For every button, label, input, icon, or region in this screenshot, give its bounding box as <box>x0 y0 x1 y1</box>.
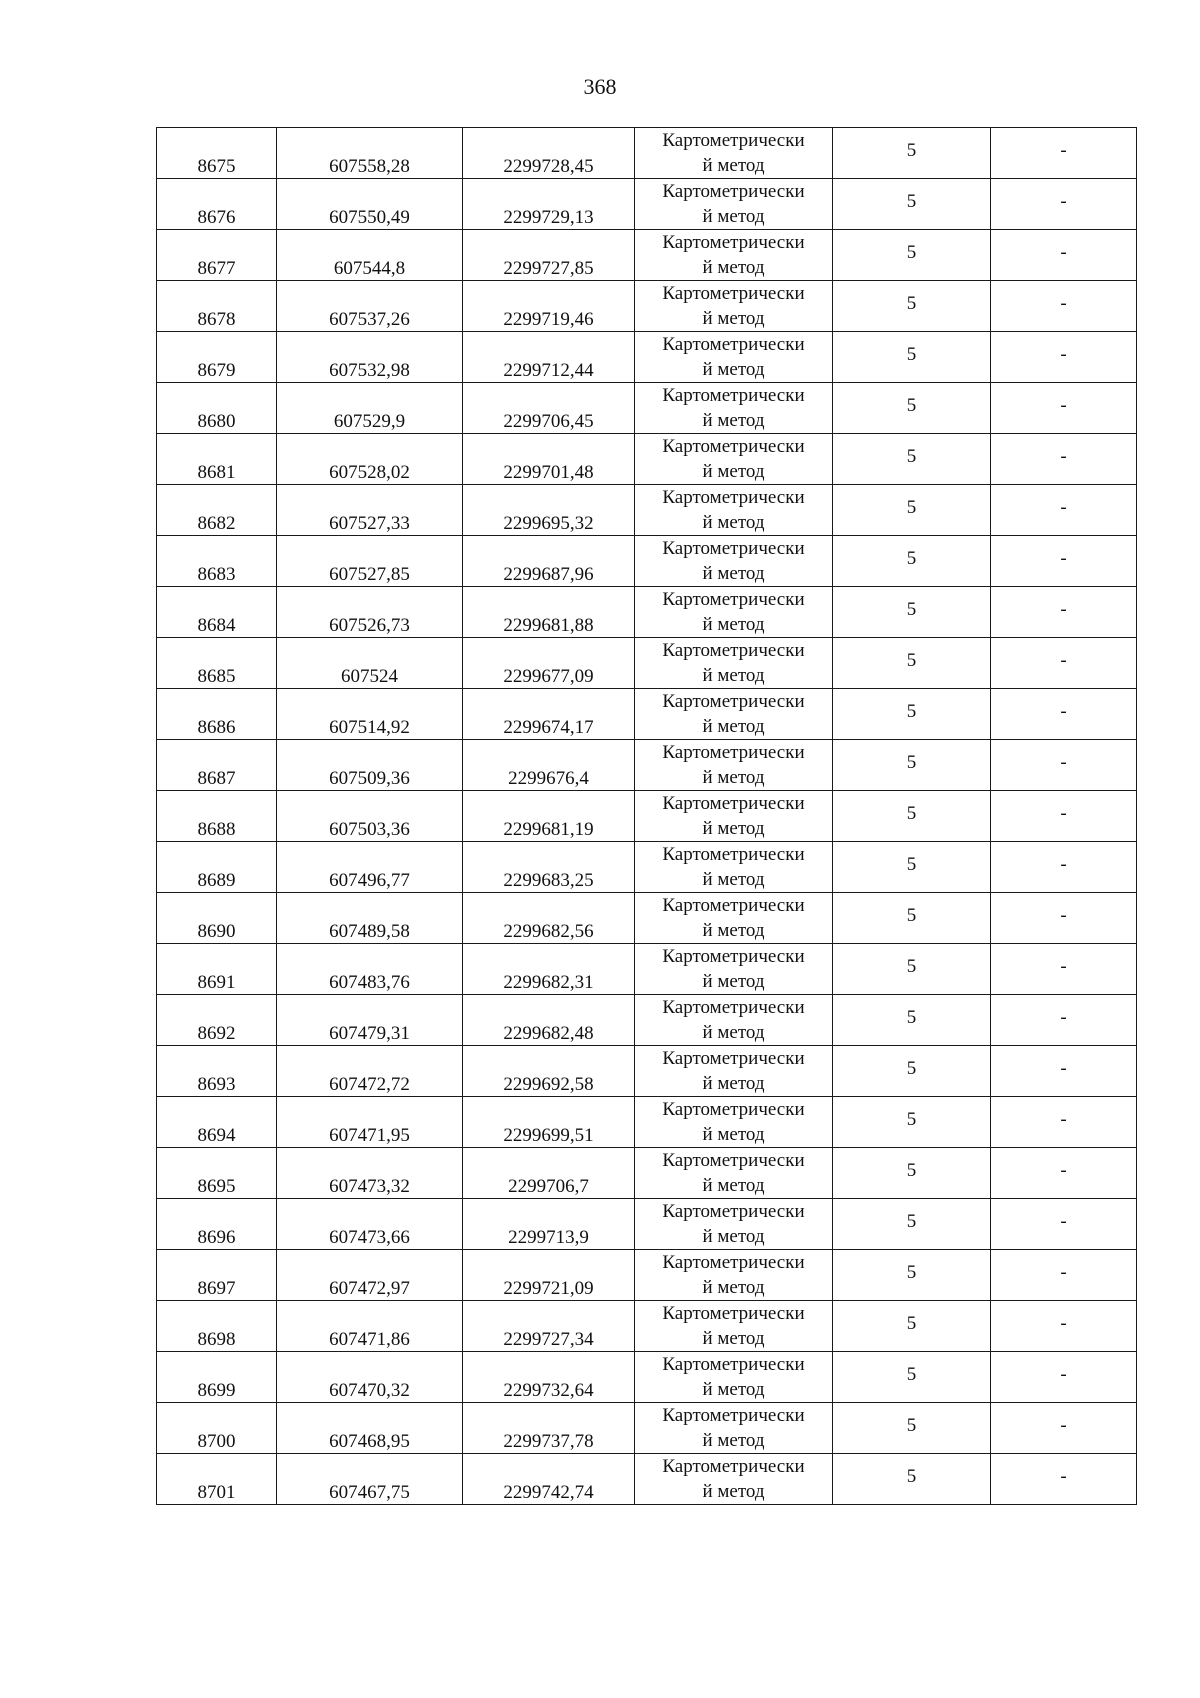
method-text-line1: Картометрически <box>662 742 805 763</box>
x-coordinate-cell: 607532,98 <box>277 332 463 383</box>
y-coordinate-cell: 2299676,4 <box>463 740 635 791</box>
accuracy-cell: 5 <box>833 791 991 842</box>
method-text-line1: Картометрически <box>662 1201 805 1222</box>
table-row <box>157 1454 1137 1505</box>
x-coordinate-cell: 607483,76 <box>277 944 463 995</box>
y-coordinate-cell: 2299728,45 <box>463 128 635 179</box>
x-coordinate-cell: 607527,85 <box>277 536 463 587</box>
note-cell: - <box>991 1199 1137 1250</box>
point-number-cell: 8686 <box>157 689 277 740</box>
method-cell <box>635 791 833 842</box>
x-coordinate-cell: 607479,31 <box>277 995 463 1046</box>
y-coordinate-cell: 2299682,48 <box>463 995 635 1046</box>
x-coordinate-cell: 607489,58 <box>277 893 463 944</box>
accuracy-cell: 5 <box>833 1097 991 1148</box>
method-text-line1: Картометрически <box>662 1099 805 1120</box>
accuracy-cell: 5 <box>833 1454 991 1505</box>
method-text-line1: Картометрически <box>662 1150 805 1171</box>
note-cell: - <box>991 179 1137 230</box>
accuracy-cell: 5 <box>833 995 991 1046</box>
point-number-cell: 8683 <box>157 536 277 587</box>
table-row <box>157 1097 1137 1148</box>
point-number-cell: 8676 <box>157 179 277 230</box>
x-coordinate-cell: 607527,33 <box>277 485 463 536</box>
accuracy-cell: 5 <box>833 893 991 944</box>
method-text-line1: Картометрически <box>662 1252 805 1273</box>
y-coordinate-cell: 2299706,7 <box>463 1148 635 1199</box>
method-cell <box>635 740 833 791</box>
method-cell <box>635 689 833 740</box>
method-text-line1: Картометрически <box>662 895 805 916</box>
y-coordinate-cell: 2299682,31 <box>463 944 635 995</box>
table-row <box>157 638 1137 689</box>
point-number-cell: 8678 <box>157 281 277 332</box>
point-number-cell: 8680 <box>157 383 277 434</box>
note-cell: - <box>991 1250 1137 1301</box>
method-cell <box>635 332 833 383</box>
method-text-line1: Картометрически <box>662 385 805 406</box>
y-coordinate-cell: 2299706,45 <box>463 383 635 434</box>
method-cell <box>635 1148 833 1199</box>
note-cell: - <box>991 740 1137 791</box>
x-coordinate-cell: 607473,66 <box>277 1199 463 1250</box>
method-text-line2: й метод <box>702 920 765 941</box>
table-row <box>157 128 1137 179</box>
x-coordinate-cell: 607528,02 <box>277 434 463 485</box>
x-coordinate-cell: 607558,28 <box>277 128 463 179</box>
point-number-cell: 8679 <box>157 332 277 383</box>
x-coordinate-cell: 607503,36 <box>277 791 463 842</box>
method-text-line1: Картометрически <box>662 1405 805 1426</box>
point-number-cell: 8690 <box>157 893 277 944</box>
method-text-line1: Картометрически <box>662 844 805 865</box>
method-cell <box>635 995 833 1046</box>
table-row <box>157 1046 1137 1097</box>
method-text-line2: й метод <box>702 1226 765 1247</box>
method-cell <box>635 1250 833 1301</box>
accuracy-cell: 5 <box>833 587 991 638</box>
y-coordinate-cell: 2299677,09 <box>463 638 635 689</box>
accuracy-cell: 5 <box>833 689 991 740</box>
note-cell: - <box>991 638 1137 689</box>
method-text-line2: й метод <box>702 512 765 533</box>
note-cell: - <box>991 944 1137 995</box>
accuracy-cell: 5 <box>833 638 991 689</box>
note-cell: - <box>991 230 1137 281</box>
method-cell <box>635 281 833 332</box>
method-text-line2: й метод <box>702 563 765 584</box>
point-number-cell: 8689 <box>157 842 277 893</box>
note-cell: - <box>991 434 1137 485</box>
note-cell: - <box>991 1097 1137 1148</box>
accuracy-cell: 5 <box>833 434 991 485</box>
x-coordinate-cell: 607509,36 <box>277 740 463 791</box>
method-text-line1: Картометрически <box>662 589 805 610</box>
method-text-line1: Картометрически <box>662 1048 805 1069</box>
note-cell: - <box>991 791 1137 842</box>
coordinates-table <box>156 127 1137 1505</box>
page-number: 368 <box>583 74 617 99</box>
y-coordinate-cell: 2299674,17 <box>463 689 635 740</box>
method-text-line1: Картометрически <box>662 487 805 508</box>
table-row <box>157 842 1137 893</box>
x-coordinate-cell: 607529,9 <box>277 383 463 434</box>
table-row <box>157 281 1137 332</box>
accuracy-cell: 5 <box>833 281 991 332</box>
table-row <box>157 536 1137 587</box>
accuracy-cell: 5 <box>833 179 991 230</box>
note-cell: - <box>991 893 1137 944</box>
method-text-line2: й метод <box>702 1277 765 1298</box>
method-text-line1: Картометрически <box>662 640 805 661</box>
method-cell <box>635 179 833 230</box>
y-coordinate-cell: 2299687,96 <box>463 536 635 587</box>
accuracy-cell: 5 <box>833 1250 991 1301</box>
x-coordinate-cell: 607467,75 <box>277 1454 463 1505</box>
y-coordinate-cell: 2299683,25 <box>463 842 635 893</box>
method-text-line2: й метод <box>702 1379 765 1400</box>
method-text-line2: й метод <box>702 1481 765 1502</box>
y-coordinate-cell: 2299742,74 <box>463 1454 635 1505</box>
y-coordinate-cell: 2299695,32 <box>463 485 635 536</box>
table-row <box>157 434 1137 485</box>
x-coordinate-cell: 607550,49 <box>277 179 463 230</box>
x-coordinate-cell: 607544,8 <box>277 230 463 281</box>
method-text-line2: й метод <box>702 1328 765 1349</box>
point-number-cell: 8677 <box>157 230 277 281</box>
point-number-cell: 8688 <box>157 791 277 842</box>
table-row <box>157 1250 1137 1301</box>
note-cell: - <box>991 1454 1137 1505</box>
method-text-line2: й метод <box>702 1430 765 1451</box>
note-cell: - <box>991 1403 1137 1454</box>
method-cell <box>635 383 833 434</box>
accuracy-cell: 5 <box>833 485 991 536</box>
y-coordinate-cell: 2299729,13 <box>463 179 635 230</box>
point-number-cell: 8694 <box>157 1097 277 1148</box>
method-text-line1: Картометрически <box>662 130 805 151</box>
method-text-line1: Картометрически <box>662 1456 805 1477</box>
table-row <box>157 179 1137 230</box>
method-text-line2: й метод <box>702 665 765 686</box>
x-coordinate-cell: 607473,32 <box>277 1148 463 1199</box>
table-row <box>157 893 1137 944</box>
note-cell: - <box>991 485 1137 536</box>
method-cell <box>635 434 833 485</box>
accuracy-cell: 5 <box>833 1148 991 1199</box>
method-cell <box>635 1301 833 1352</box>
table-row <box>157 1148 1137 1199</box>
method-cell <box>635 1199 833 1250</box>
method-text-line1: Картометрически <box>662 232 805 253</box>
y-coordinate-cell: 2299681,19 <box>463 791 635 842</box>
accuracy-cell: 5 <box>833 1199 991 1250</box>
table-row <box>157 1352 1137 1403</box>
method-text-line1: Картометрически <box>662 1354 805 1375</box>
table-row <box>157 587 1137 638</box>
accuracy-cell: 5 <box>833 1301 991 1352</box>
point-number-cell: 8698 <box>157 1301 277 1352</box>
method-cell <box>635 1046 833 1097</box>
table-row <box>157 689 1137 740</box>
point-number-cell: 8696 <box>157 1199 277 1250</box>
method-cell <box>635 128 833 179</box>
point-number-cell: 8697 <box>157 1250 277 1301</box>
x-coordinate-cell: 607514,92 <box>277 689 463 740</box>
table-row <box>157 485 1137 536</box>
accuracy-cell: 5 <box>833 1046 991 1097</box>
point-number-cell: 8700 <box>157 1403 277 1454</box>
method-cell <box>635 1403 833 1454</box>
method-cell <box>635 485 833 536</box>
y-coordinate-cell: 2299692,58 <box>463 1046 635 1097</box>
method-text-line2: й метод <box>702 818 765 839</box>
accuracy-cell: 5 <box>833 740 991 791</box>
note-cell: - <box>991 128 1137 179</box>
point-number-cell: 8675 <box>157 128 277 179</box>
method-cell <box>635 1097 833 1148</box>
y-coordinate-cell: 2299719,46 <box>463 281 635 332</box>
method-text-line1: Картометрически <box>662 946 805 967</box>
table-row <box>157 383 1137 434</box>
method-cell <box>635 944 833 995</box>
method-text-line2: й метод <box>702 155 765 176</box>
method-text-line2: й метод <box>702 869 765 890</box>
method-text-line2: й метод <box>702 1073 765 1094</box>
x-coordinate-cell: 607471,86 <box>277 1301 463 1352</box>
method-text-line1: Картометрически <box>662 1303 805 1324</box>
table-row <box>157 740 1137 791</box>
y-coordinate-cell: 2299712,44 <box>463 332 635 383</box>
method-text-line2: й метод <box>702 308 765 329</box>
y-coordinate-cell: 2299721,09 <box>463 1250 635 1301</box>
method-cell <box>635 893 833 944</box>
y-coordinate-cell: 2299699,51 <box>463 1097 635 1148</box>
method-text-line1: Картометрически <box>662 283 805 304</box>
accuracy-cell: 5 <box>833 536 991 587</box>
note-cell: - <box>991 281 1137 332</box>
point-number-cell: 8682 <box>157 485 277 536</box>
method-text-line2: й метод <box>702 971 765 992</box>
point-number-cell: 8685 <box>157 638 277 689</box>
method-text-line2: й метод <box>702 257 765 278</box>
x-coordinate-cell: 607468,95 <box>277 1403 463 1454</box>
table-row <box>157 995 1137 1046</box>
method-text-line1: Картометрически <box>662 997 805 1018</box>
note-cell: - <box>991 536 1137 587</box>
note-cell: - <box>991 842 1137 893</box>
method-text-line2: й метод <box>702 716 765 737</box>
table-row <box>157 1199 1137 1250</box>
point-number-cell: 8681 <box>157 434 277 485</box>
note-cell: - <box>991 995 1137 1046</box>
point-number-cell: 8684 <box>157 587 277 638</box>
accuracy-cell: 5 <box>833 383 991 434</box>
note-cell: - <box>991 332 1137 383</box>
x-coordinate-cell: 607470,32 <box>277 1352 463 1403</box>
table-row <box>157 944 1137 995</box>
note-cell: - <box>991 689 1137 740</box>
method-text-line2: й метод <box>702 767 765 788</box>
accuracy-cell: 5 <box>833 842 991 893</box>
accuracy-cell: 5 <box>833 944 991 995</box>
point-number-cell: 8695 <box>157 1148 277 1199</box>
y-coordinate-cell: 2299727,34 <box>463 1301 635 1352</box>
accuracy-cell: 5 <box>833 230 991 281</box>
y-coordinate-cell: 2299681,88 <box>463 587 635 638</box>
method-cell <box>635 638 833 689</box>
point-number-cell: 8692 <box>157 995 277 1046</box>
method-text-line1: Картометрически <box>662 436 805 457</box>
x-coordinate-cell: 607471,95 <box>277 1097 463 1148</box>
note-cell: - <box>991 1148 1137 1199</box>
note-cell: - <box>991 1046 1137 1097</box>
method-text-line2: й метод <box>702 206 765 227</box>
method-text-line2: й метод <box>702 359 765 380</box>
point-number-cell: 8693 <box>157 1046 277 1097</box>
method-cell <box>635 1454 833 1505</box>
y-coordinate-cell: 2299732,64 <box>463 1352 635 1403</box>
method-text-line2: й метод <box>702 1175 765 1196</box>
point-number-cell: 8701 <box>157 1454 277 1505</box>
method-text-line2: й метод <box>702 410 765 431</box>
method-text-line2: й метод <box>702 461 765 482</box>
x-coordinate-cell: 607526,73 <box>277 587 463 638</box>
coordinates-table-body <box>157 128 1137 1505</box>
x-coordinate-cell: 607472,97 <box>277 1250 463 1301</box>
note-cell: - <box>991 383 1137 434</box>
y-coordinate-cell: 2299713,9 <box>463 1199 635 1250</box>
accuracy-cell: 5 <box>833 1352 991 1403</box>
method-text-line1: Картометрически <box>662 538 805 559</box>
method-text-line1: Картометрически <box>662 334 805 355</box>
method-text-line1: Картометрически <box>662 181 805 202</box>
x-coordinate-cell: 607537,26 <box>277 281 463 332</box>
point-number-cell: 8687 <box>157 740 277 791</box>
accuracy-cell: 5 <box>833 332 991 383</box>
method-text-line2: й метод <box>702 1022 765 1043</box>
table-row <box>157 1403 1137 1454</box>
method-cell <box>635 1352 833 1403</box>
y-coordinate-cell: 2299701,48 <box>463 434 635 485</box>
table-row <box>157 791 1137 842</box>
table-row <box>157 230 1137 281</box>
method-cell <box>635 842 833 893</box>
table-row <box>157 1301 1137 1352</box>
note-cell: - <box>991 587 1137 638</box>
method-cell <box>635 230 833 281</box>
y-coordinate-cell: 2299682,56 <box>463 893 635 944</box>
x-coordinate-cell: 607472,72 <box>277 1046 463 1097</box>
note-cell: - <box>991 1352 1137 1403</box>
y-coordinate-cell: 2299737,78 <box>463 1403 635 1454</box>
note-cell: - <box>991 1301 1137 1352</box>
accuracy-cell: 5 <box>833 128 991 179</box>
method-text-line1: Картометрически <box>662 691 805 712</box>
point-number-cell: 8699 <box>157 1352 277 1403</box>
method-text-line2: й метод <box>702 614 765 635</box>
method-text-line1: Картометрически <box>662 793 805 814</box>
table-row <box>157 332 1137 383</box>
method-cell <box>635 536 833 587</box>
method-cell <box>635 587 833 638</box>
x-coordinate-cell: 607496,77 <box>277 842 463 893</box>
x-coordinate-cell: 607524 <box>277 638 463 689</box>
method-text-line2: й метод <box>702 1124 765 1145</box>
y-coordinate-cell: 2299727,85 <box>463 230 635 281</box>
point-number-cell: 8691 <box>157 944 277 995</box>
accuracy-cell: 5 <box>833 1403 991 1454</box>
